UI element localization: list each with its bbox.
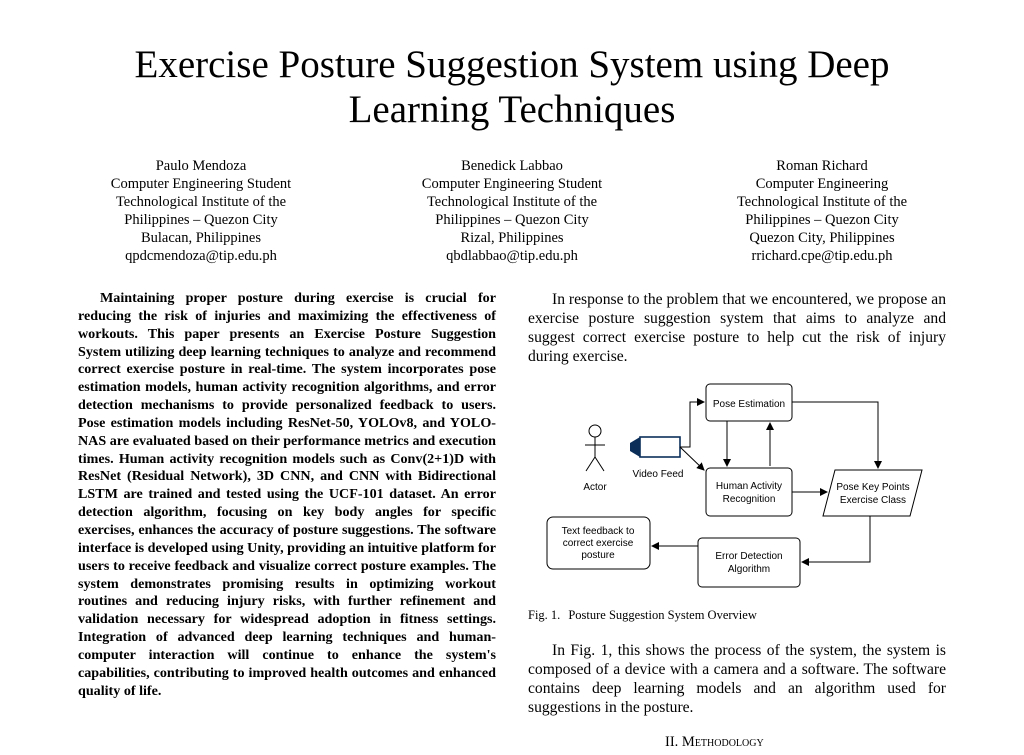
actor-label: Actor — [583, 482, 607, 493]
pose-estimation-label: Pose Estimation — [712, 399, 786, 410]
author-role: Computer Engineering Student — [421, 176, 603, 192]
author-block-3 — [692, 157, 952, 265]
error-detection-box — [698, 538, 800, 587]
feedback-label-line2: correct exercise — [562, 538, 634, 549]
author-block-2 — [382, 157, 642, 265]
feedback-label-line3: posture — [581, 550, 615, 561]
system-overview-diagram — [540, 378, 940, 593]
section-heading — [665, 734, 764, 751]
intro-paragraph: In response to the problem that we encountered, we propose an exercise posture suggestion system that aims to analyze and suggest correct exercise posture to help cut the risk of injury during exercise. — [528, 291, 946, 365]
figure-caption-label: Fig. 1. — [528, 608, 561, 622]
paper-title: Exercise Posture Suggestion System using Deep Learning Techniques — [134, 43, 890, 131]
author-institution: Technological Institute of the — [736, 194, 908, 210]
author-institution: Philippines – Quezon City — [745, 212, 899, 228]
actor-icon — [585, 425, 605, 471]
author-location: Rizal, Philippines — [460, 230, 564, 246]
figure-caption-text: Posture Suggestion System Overview — [568, 608, 757, 622]
error-detection-label-line1: Error Detection — [715, 551, 783, 562]
after-figure-paragraph: In Fig. 1, this shows the process of the system, the system is composed of a device with a camera and a software. The software contains deep learning models and an algorithm used for suggestions in the posture. — [528, 642, 946, 716]
author-institution: Technological Institute of the — [426, 194, 598, 210]
feedback-label-line1: Text feedback to — [561, 526, 635, 537]
activity-recognition-box — [706, 468, 792, 516]
author-name: Paulo Mendoza — [155, 158, 247, 174]
camera-icon — [630, 437, 680, 457]
author-name: Benedick Labbao — [461, 158, 563, 174]
video-feed-label: Video Feed — [632, 469, 684, 480]
author-institution: Technological Institute of the — [115, 194, 287, 210]
activity-recognition-label-line2: Recognition — [722, 494, 776, 505]
keypoints-box — [823, 470, 922, 516]
section-number: II. — [665, 734, 679, 750]
author-email[interactable]: qbdlabbao@tip.edu.ph — [446, 248, 578, 264]
author-role: Computer Engineering — [755, 176, 889, 192]
activity-recognition-label-line1: Human Activity — [715, 481, 783, 492]
keypoints-label-line1: Pose Key Points — [836, 482, 910, 493]
keypoints-label-line2: Exercise Class — [839, 495, 907, 506]
author-name: Roman Richard — [776, 158, 868, 174]
abstract-text: Maintaining proper posture during exercise is crucial for reducing the risk of injuries and maximizing the effectiveness of workouts. This paper presents an Exercise Posture Suggestion System utilizing deep learning techniques to analyze and recommend correct exercise posture in real-time. The system incorporates pose estimation models, human activity recognition algorithms, and error detection mechanisms to provide personalized feedback to users. Pose estimation models including ResNet-50, YOLOv8, and YOLO-NAS are evaluated based on their performance metrics and execution times. Human activity recognition models such as Conv(2+1)D with ResNet (Residual Network), 3D CNN, and CNN with Bidirectional LSTM are trained and tested using the UCF-101 dataset. An error detection algorithm, focusing on key body angles for specific exercises, enhances the accuracy of posture suggestions. The software interface is developed using Unity, providing an intuitive platform for users to receive feedback and visualize correct posture examples. The system demonstrates promising results in optimizing workout routines and reducing injury risks, with further refinement and validation necessary for widespread adoption in fitness settings. Integration of advanced deep learning techniques and human-computer interaction will continue to enhance the system's capabilities, contributing to improved health outcomes and enhanced quality of life. — [78, 290, 496, 699]
figure-caption — [528, 608, 765, 623]
author-location: Quezon City, Philippines — [749, 230, 895, 246]
author-email[interactable]: rrichard.cpe@tip.edu.ph — [751, 248, 893, 264]
author-institution: Philippines – Quezon City — [435, 212, 589, 228]
author-role: Computer Engineering Student — [110, 176, 292, 192]
author-block-1 — [71, 157, 331, 265]
section-title: Methodology — [681, 734, 764, 750]
author-location: Bulacan, Philippines — [140, 230, 261, 246]
system-overview-figure — [540, 378, 940, 593]
author-email[interactable]: qpdcmendoza@tip.edu.ph — [125, 248, 277, 264]
author-institution: Philippines – Quezon City — [124, 212, 278, 228]
error-detection-label-line2: Algorithm — [727, 564, 771, 575]
